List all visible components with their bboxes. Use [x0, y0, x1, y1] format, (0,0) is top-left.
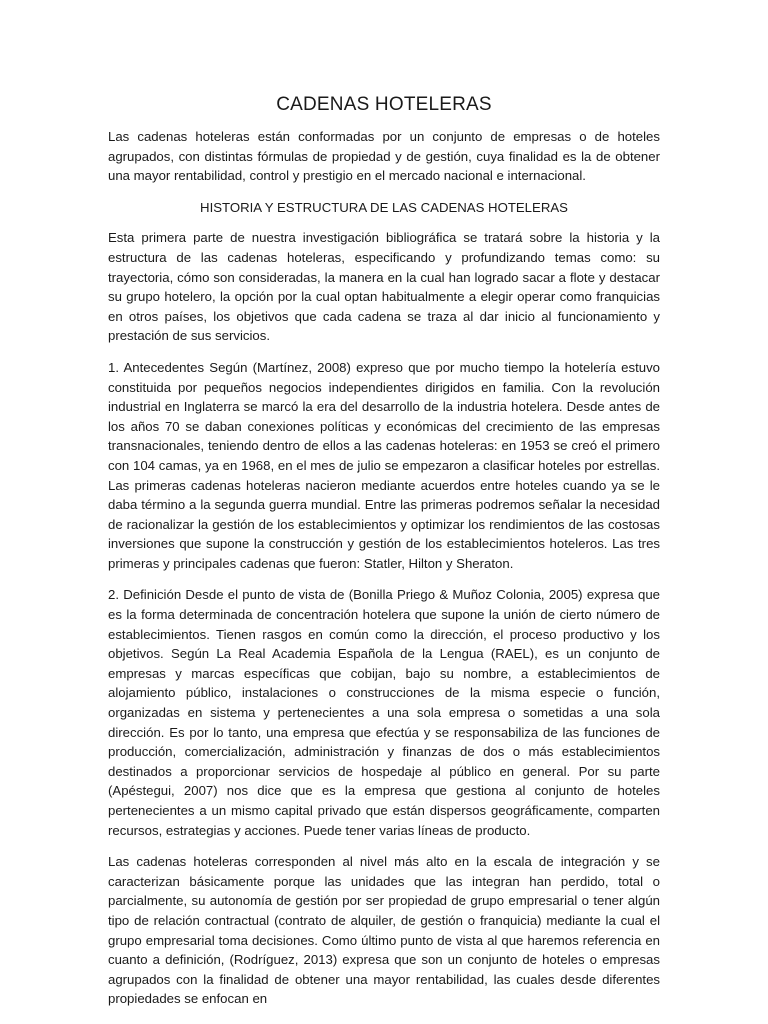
intro-paragraph: Las cadenas hoteleras están conformadas por un conjunto de empresas o de hoteles agrupados, con distintas fórmulas de propiedad y de gestión, cuya finalidad es la de obtener una mayor rentabilidad, control y prestigio en el mercado nacional e internacional.: [108, 129, 660, 184]
paragraph-integracion: Las cadenas hoteleras corresponden al nivel más alto en la escala de integración y se caracterizan básicamente porque las unidades que las integran han perdido, total o parcialmente, su autonomía de gestión por ser propiedad de grupo empresarial o tener algún tipo de relación contractual (contrato de alquiler, de gestión o franquicia) mediante la cual el grupo empresarial toma decisiones. Como último punto de vista al que haremos referencia en cuanto a definición, (Rodríguez, 2013) expresa que son un conjunto de hoteles o empresas agrupados con la finalidad de obtener una mayor rentabilidad, las cuales desde diferentes propiedades se enfocan en: [108, 854, 660, 1007]
paragraph-antecedentes: 1. Antecedentes Según (Martínez, 2008) expreso que por mucho tiempo la hotelería estuvo constituida por pequeños negocios independientes dirigidos en familia. Con la revolución industrial en Inglaterra se marcó la era del desarrollo de la industria hotelera. Desde antes de los años 70 se daban conexiones políticas y económicas del crecimiento de las empresas transnacionales, teniendo dentro de ellos a las cadenas hoteleras: en 1953 se creó el primero con 104 camas, ya en 1968, en el mes de julio se empezaron a clasificar hoteles por estrellas. Las primeras cadenas hoteleras nacieron mediante acuerdos entre hoteles cuando ya se le daba término a la segunda guerra mundial. Entre las primeras podremos señalar la necesidad de racionalizar la gestión de los establecimientos y optimizar los rendimientos de las costosas inversiones que supone la construcción y gestión de los establecimientos hoteleros. Las tres primeras y principales cadenas que fueron: Statler, Hilton y Sheraton.: [108, 359, 660, 571]
paragraph-overview: Esta primera parte de nuestra investigación bibliográfica se tratará sobre la historia y la estructura de las cadenas hoteleras, especificando y profundizando temas como: su trayectoria, cómo son consideradas, la manera en la cual han logrado sacar a flote y destacar su grupo hotelero, la opción por la cual optan habitualmente a elegir operar como franquicias en otros países, los objetivos que cada cadena se traza al dar inicio al funcionamiento y prestación de sus servicios.: [108, 230, 660, 344]
section-heading: HISTORIA Y ESTRUCTURA DE LAS CADENAS HOTELERAS: [200, 199, 568, 215]
document-title: CADENAS HOTELERAS: [276, 94, 492, 115]
paragraph-definicion: 2. Definición Desde el punto de vista de (Bonilla Priego & Muñoz Colonia, 2005) expresa que es la forma determinada de concentración hotelera que supone la unión de cierto número de establecimientos. Tienen rasgos en común como la dirección, el proceso productivo y los objetivos. Según La Real Academia Española de la Lengua (RAEL), es un conjunto de empresas y marcas específicas que cobijan, bajo su nombre, a establecimientos de alojamiento público, instalaciones o construcciones de la misma especie o función, organizadas en sistema y pertenecientes a una sola empresa o sometidas a una sola dirección. Es por lo tanto, una empresa que efectúa y se responsabiliza de las funciones de producción, comercialización, administración y finanzas de dos o más establecimientos destinados a proporcionar servicios de hospedaje al público en general. Por su parte (Apéstegui, 2007) nos dice que es la empresa que gestiona al conjunto de hoteles pertenecientes a un mismo capital privado que están dispersos geográficamente, comparten recursos, estrategias y acciones. Puede tener varias líneas de producto.: [108, 587, 660, 838]
